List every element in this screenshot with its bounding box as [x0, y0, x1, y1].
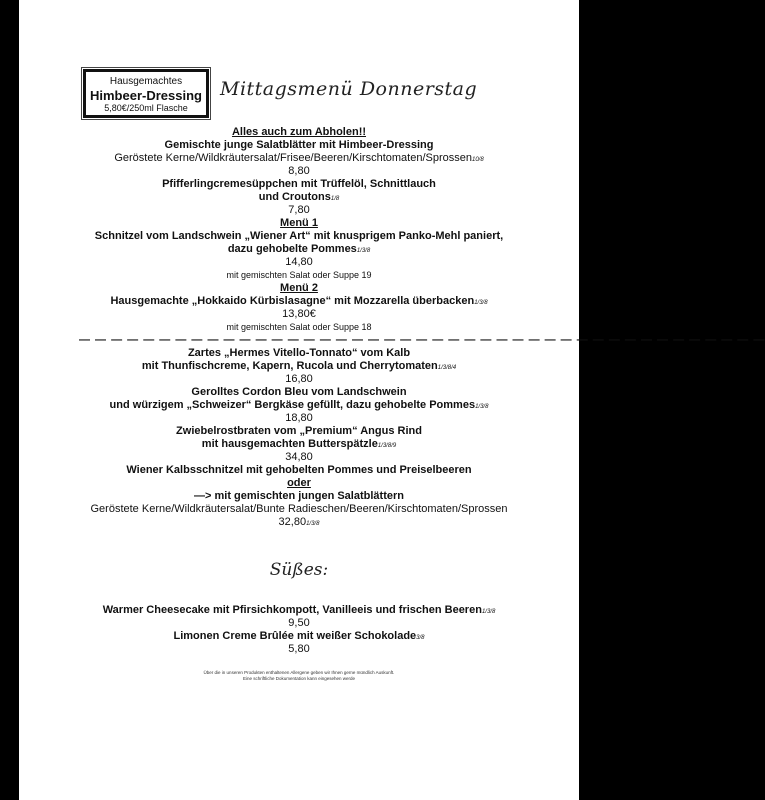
starter-2-allergens: 1/8 — [330, 196, 340, 202]
kalb-price-row — [19, 516, 579, 529]
dessert-1-allergens: 1/3/8 — [481, 609, 496, 615]
starter-2-name-line2 — [19, 191, 579, 204]
dessert-2-allergens: 3/8 — [416, 635, 425, 641]
allergen-footnote — [19, 670, 579, 682]
sweets-heading: Süßes: — [269, 560, 329, 580]
menu1-allergens: 1/3/8 — [356, 248, 371, 254]
menu1-line1: Schnitzel vom Landschwein „Wiener Art“ mit knusprigem Panko-Mehl paniert, — [94, 230, 504, 242]
stamp-line2: Himbeer-Dressing — [90, 88, 202, 103]
kalb-price: 32,80 — [278, 516, 307, 528]
menu-list — [19, 126, 765, 529]
menu2-note: mit gemischten Salat oder Suppe 18 — [226, 322, 372, 332]
stamp-line3: 5,80€/250ml Flasche — [104, 103, 188, 113]
starter-1-desc — [19, 152, 579, 165]
menu2-label: Menü 2 — [280, 282, 318, 294]
page-title: Mittagsmenü Donnerstag — [220, 78, 478, 100]
kalb-or: oder — [287, 477, 311, 489]
main-2-line1: Gerolltes Cordon Bleu vom Landschwein — [191, 386, 407, 398]
main-3-line1: Zwiebelrostbraten vom „Premium“ Angus Rind — [176, 425, 422, 437]
dessert-2-name — [19, 630, 579, 643]
menu-page — [19, 0, 765, 800]
main-3-line2 — [19, 438, 579, 451]
menu2-price: 13,80€ — [282, 308, 316, 320]
menu1-label: Menü 1 — [280, 217, 318, 229]
footnote-line1: Über die in unseren Produkten enthaltenen Allergene geben wir Ihnen gerne mündlich Auskunft. — [203, 670, 395, 675]
starter-1-desc-text: Geröstete Kerne/Wildkräutersalat/Frisee/Beeren/Kirschtomaten/Sprossen — [114, 152, 472, 164]
starter-2-price: 7,80 — [288, 204, 310, 216]
menu2-line1 — [19, 295, 579, 308]
main-3-price: 34,80 — [285, 451, 313, 463]
dressing-stamp — [83, 69, 209, 118]
main-1-allergens: 1/3/8/4 — [437, 365, 457, 371]
main-2-allergens: 1/3/8 — [475, 404, 489, 410]
dessert-2-name-text: Limonen Creme Brûlée mit weißer Schokolade — [173, 630, 417, 642]
main-2-line2 — [19, 399, 579, 412]
menu1-note: mit gemischten Salat oder Suppe 19 — [226, 270, 372, 280]
kalb-desc: Geröstete Kerne/Wildkräutersalat/Bunte Radieschen/Beeren/Kirschtomaten/Sprossen — [90, 503, 508, 515]
footnote-line2: Eine schriftliche Dokumentation kann eingesehen werde — [242, 676, 356, 681]
main-1-line1: Zartes „Hermes Vitello-Tonnato“ vom Kalb — [187, 347, 411, 359]
starter-1-allergens: 10/8 — [471, 157, 484, 163]
main-1-line2-text: mit Thunfischcreme, Kapern, Rucola und Cherrytomaten — [141, 360, 438, 372]
kalb-line2: —> mit gemischten jungen Salatblättern — [194, 490, 404, 502]
menu2-allergens: 1/3/8 — [474, 300, 488, 306]
main-1-line2 — [19, 360, 579, 373]
main-3-line2-text: mit hausgemachten Butterspätzle — [201, 438, 378, 450]
stamp-line1: Hausgemachtes — [109, 76, 183, 87]
section-divider: — — — — — — — — — — — — — — — — — — — — — — — — — — — — — — — — — — — — — — — — — — — — [79, 334, 765, 346]
dessert-1-name — [19, 604, 579, 617]
dessert-1-name-text: Warmer Cheesecake mit Pfirsichkompott, Vanilleeis und frischen Beeren — [102, 604, 482, 616]
kalb-allergens: 1/3/8 — [306, 521, 320, 527]
dessert-1-price: 9,50 — [288, 617, 310, 629]
menu1-line2-text: dazu gehobelte Pommes — [227, 243, 357, 255]
menu2-line1-text: Hausgemachte „Hokkaido Kürbislasagne“ mit Mozzarella überbacken — [110, 295, 475, 307]
starter-1-name: Gemischte junge Salatblätter mit Himbeer-Dressing — [164, 139, 434, 151]
main-2-line2-text: und würzigem „Schweizer“ Bergkäse gefüllt, dazu gehobelte Pommes — [109, 399, 476, 411]
kalb-line1: Wiener Kalbsschnitzel mit gehobelten Pommes und Preiselbeeren — [126, 464, 472, 476]
starter-1-price: 8,80 — [288, 165, 310, 177]
dessert-list — [19, 604, 579, 656]
main-2-price: 18,80 — [285, 412, 313, 424]
dessert-2-price: 5,80 — [288, 643, 310, 655]
menu1-line2 — [19, 243, 579, 256]
menu1-price: 14,80 — [285, 256, 313, 268]
starter-2-name-line2-text: und Croutons — [258, 191, 331, 203]
main-1-price: 16,80 — [285, 373, 313, 385]
starter-2-name-line1: Pfifferlingcremesüppchen mit Trüffelöl, Schnittlauch — [162, 178, 436, 190]
pickup-notice: Alles auch zum Abholen!! — [231, 126, 367, 138]
main-3-allergens: 1/3/8/9 — [377, 443, 397, 449]
